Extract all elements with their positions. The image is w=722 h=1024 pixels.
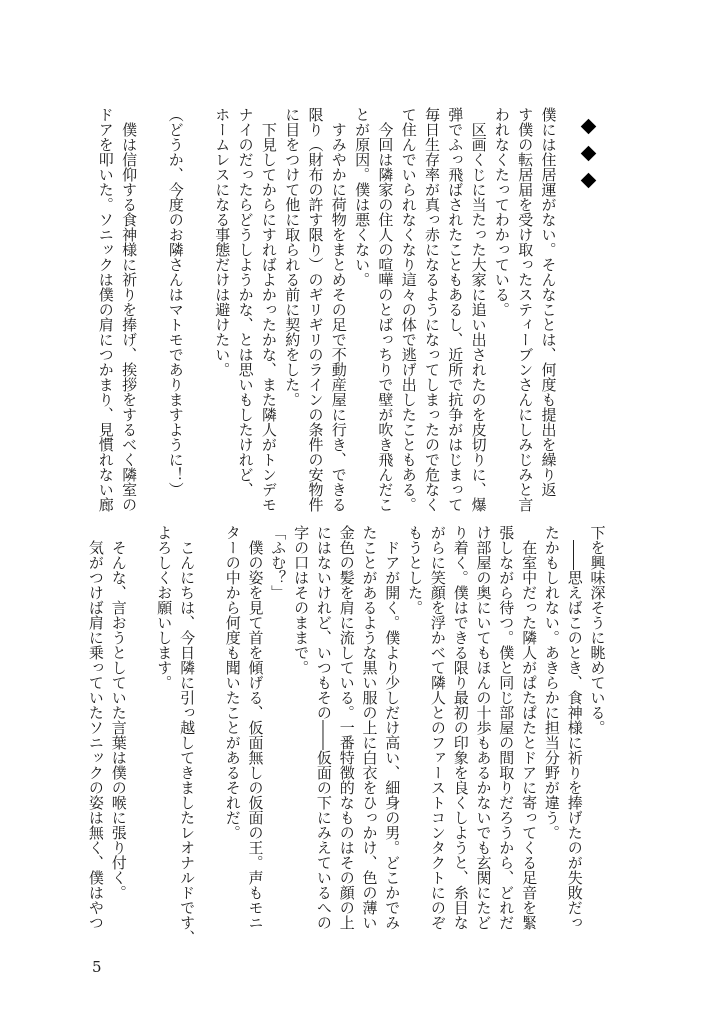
text-line: ターの中から何度も聞いたことがあるそれだ。 (223, 525, 242, 840)
text-line: て住んでいられなくなり這々の体で逃げ出したこともある。 (399, 107, 418, 512)
page-number: 5 (92, 958, 102, 976)
diamond-icon (580, 173, 596, 189)
text-line: ドアを叩いた。ソニックは僕の肩につかまり、見慣れない廊 (96, 107, 115, 512)
text-line: す僕の転居届を受け取ったスティーブンさんにしみじみと言 (516, 107, 535, 512)
text-line: （どうか、今度のお隣さんはマトモでありますように！） (166, 107, 185, 497)
text-line: 在室中だった隣人がぱたぱたとドアに寄ってくる足音を緊 (520, 525, 539, 930)
text-line: 字の口はそのままで。 (292, 525, 311, 675)
text-line: 弾でふっ飛ばされたこともあるし、近所で抗争がはじまって (446, 107, 465, 512)
diamond-icon (580, 119, 596, 135)
text-line: り着く。僕はできる限り最初の印象を良くしようと、糸目な (451, 525, 470, 930)
text-line: け部屋の奥にいてもほんの十歩もあるかないでも玄関にたど (474, 525, 493, 930)
text-line: 区画くじに当たった大家に追い出されたのを皮切りに、爆 (469, 107, 488, 512)
text-line: ドアが開く。僕より少しだけ高い、細身の男。どこかでみ (383, 525, 402, 930)
text-line: にはないけれど、いつもその――仮面の下にみえているへの (314, 525, 333, 930)
text-line: 張しながら待つ。僕と同じ部屋の間取りだろうから、どれだ (497, 525, 516, 930)
diamond-icon (580, 146, 596, 162)
text-line: がらに笑顔を浮かべて隣人とのファーストコンタクトにのぞ (428, 525, 447, 930)
text-line: たことがあるような黒い服の上に白衣をひっかけ、色の薄い (360, 525, 379, 930)
text-line: 僕の姿を見て首を傾げる、仮面無しの仮面の王。声もモニ (246, 525, 265, 930)
text-line: ――思えばこのとき、食神様に祈りを捧げたのが失敗だっ (565, 525, 584, 930)
text-line: ホームレスになる事態だけは避けたい。 (213, 107, 232, 377)
text-line: 僕には住居運がない。そんなことは、何度も提出を繰り返 (539, 107, 558, 497)
text-line: こんにちは、今日隣に引っ越してきましたレオナルドです、 (178, 525, 197, 945)
text-line: 毎日生存率が真っ赤になるようになってしまったので危なく (423, 107, 441, 512)
text-line: 下見してからにすればよかったかな、また隣人がトンデモ (259, 107, 278, 512)
text-line: に目をつけて他に取られる前に契約をした。 (283, 107, 302, 407)
text-line: 「ふむ？」 (269, 525, 288, 600)
text-line: そんな、言おうとしていた言葉は僕の喉に張り付く。 (109, 525, 128, 900)
text-line: ナイのだったらどうしようかな、とは思いもしたけれど、 (236, 107, 255, 497)
text-line: たかもしれない。あきらかに担当分野が違う。 (542, 525, 561, 840)
text-line: とが原因。僕は悪くない。 (353, 107, 372, 287)
text-line: すみやかに荷物をまとめその足で不動産屋に行き、できる (329, 107, 348, 512)
text-line: よろしくお願いします。 (155, 525, 174, 690)
text-line: 下を興味深そうに眺めている。 (588, 525, 607, 735)
text-line: 限り（財布の許す限り）のギリギリのラインの条件の安物件 (306, 107, 325, 512)
text-line: 今回は隣家の住人の喧嘩のとばっちりで壁が吹き飛んだこ (376, 107, 395, 512)
text-line: われなくたってわかっている。 (492, 107, 511, 317)
text-line: 僕は信仰する食神様に祈りを捧げ、挨拶をするべく隣室の (120, 107, 139, 512)
text-line: もうとした。 (406, 525, 425, 615)
text-line: 金色の髪を肩に流している。一番特徴的なものはその顔の上 (337, 525, 356, 930)
text-line: 気がつけば肩に乗っていたソニックの姿は無く、僕はやつ (86, 525, 105, 930)
